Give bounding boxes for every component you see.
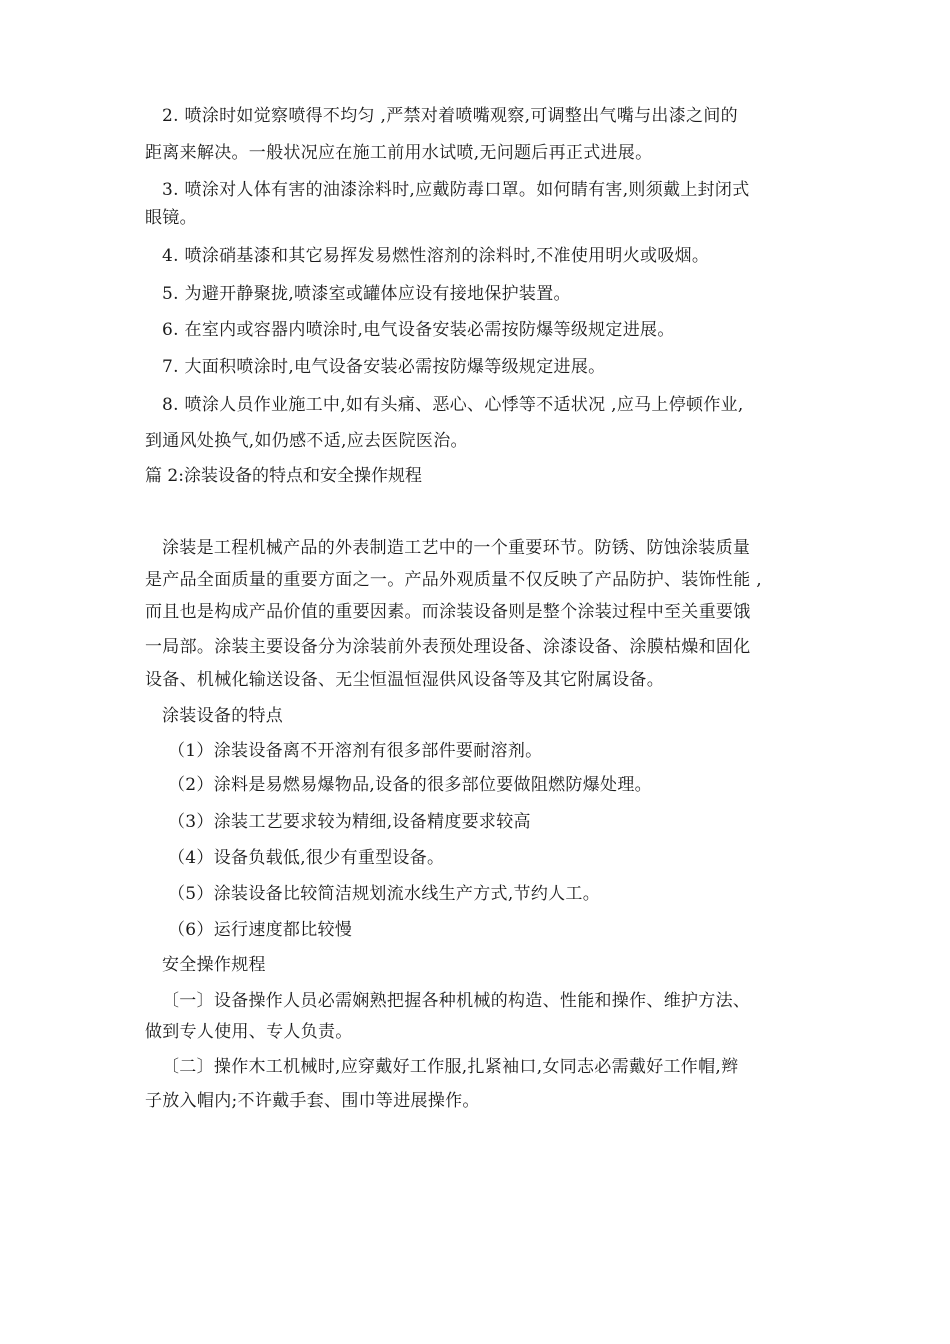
intro-line-2: 是产品全面质量的重要方面之一。产品外观质量不仅反映了产品防护、装饰性能 , [145,570,762,590]
feature-4: （4）设备负载低,很少有重型设备。 [168,848,445,868]
features-title: 涂装设备的特点 [162,706,284,726]
item-2-line-1: 2. 喷涂时如觉察喷得不均匀 ,严禁对着喷嘴观察,可调整出气嘴与出漆之间的 [162,106,738,126]
item-8-line-2: 到通风处换气,如仍感不适,应去医院医治。 [145,431,468,451]
rule-1-line-2: 做到专人使用、专人负责。 [145,1022,353,1042]
feature-5: （5）涂装设备比较简洁规划流水线生产方式,节约人工。 [168,884,601,904]
item-2-line-2: 距离来解决。一般状况应在施工前用水试喷,无问题后再正式进展。 [145,143,653,163]
intro-line-5: 设备、机械化输送设备、无尘恒温恒湿供风设备等及其它附属设备。 [145,670,664,690]
item-5: 5. 为避开静聚拢,喷漆室或罐体应设有接地保护装置。 [162,284,571,304]
feature-2: （2）涂料是易燃易爆物品,设备的很多部位要做阻燃防爆处理。 [168,775,652,795]
rule-2-line-1: 〔二〕操作木工机械时,应穿戴好工作服,扎紧袖口,女同志必需戴好工作帽,辫 [162,1057,739,1077]
item-3-line-2: 眼镜。 [145,208,197,228]
feature-1: （1）涂装设备离不开溶剂有很多部件要耐溶剂。 [168,741,543,761]
intro-line-3: 而且也是构成产品价值的重要因素。而涂装设备则是整个涂装过程中至关重要饿 [145,602,751,622]
section-2-title: 篇 2:涂装设备的特点和安全操作规程 [145,466,422,486]
intro-line-4: 一局部。涂装主要设备分为涂装前外表预处理设备、涂漆设备、涂膜枯燥和固化 [145,637,751,657]
feature-6: （6）运行速度都比较慢 [168,920,353,940]
rules-title: 安全操作规程 [162,955,266,975]
item-3-line-1: 3. 喷涂对人体有害的油漆涂料时,应戴防毒口罩。如何睛有害,则须戴上封闭式 [162,180,750,200]
intro-line-1: 涂装是工程机械产品的外表制造工艺中的一个重要环节。防锈、防蚀涂装质量 [162,538,751,558]
item-6: 6. 在室内或容器内喷涂时,电气设备安装必需按防爆等级规定进展。 [162,320,675,340]
rule-2-line-2: 子放入帽内;不许戴手套、围巾等进展操作。 [145,1091,480,1111]
item-4: 4. 喷涂硝基漆和其它易挥发易燃性溶剂的涂料时,不准使用明火或吸烟。 [162,246,710,266]
item-8-line-1: 8. 喷涂人员作业施工中,如有头痛、恶心、心悸等不适状况 ,应马上停顿作业, [162,395,744,415]
rule-1-line-1: 〔一〕设备操作人员必需娴熟把握各种机械的构造、性能和操作、维护方法、 [162,991,751,1011]
item-7: 7. 大面积喷涂时,电气设备安装必需按防爆等级规定进展。 [162,357,606,377]
feature-3: （3）涂装工艺要求较为精细,设备精度要求较高 [168,812,531,832]
